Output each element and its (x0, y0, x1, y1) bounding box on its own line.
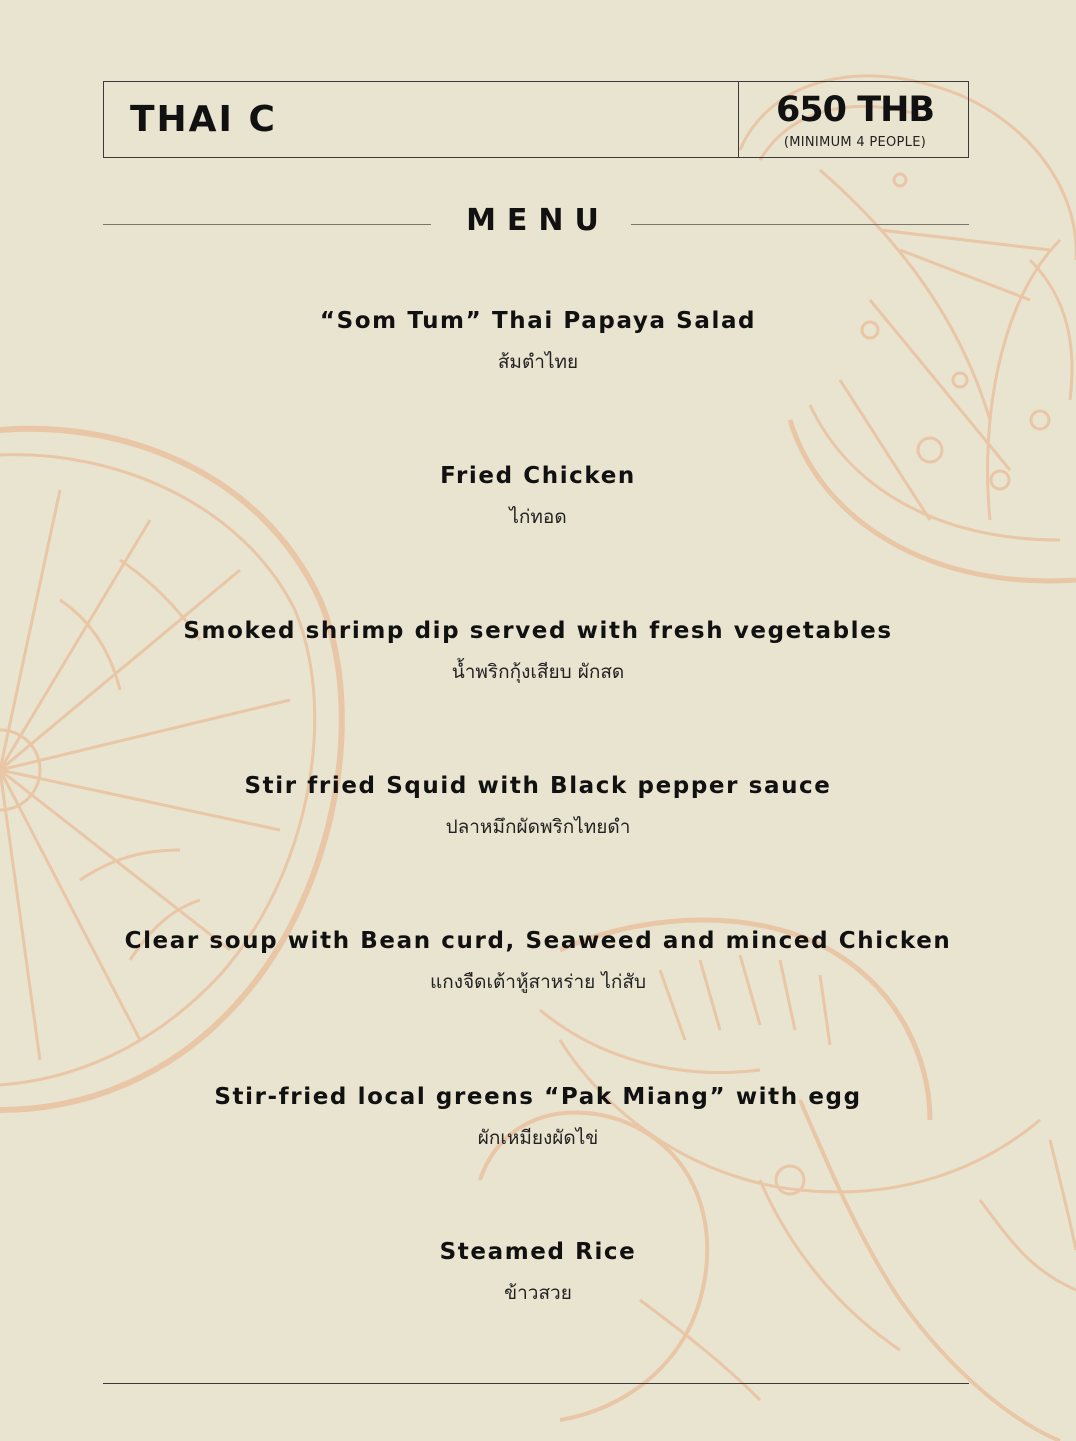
dish-name-th: แกงจืดเต้าหู้สาหร่าย ไก่สับ (429, 971, 647, 993)
dish-name-en: Stir-fried local greens “Pak Miang” with egg (214, 1084, 862, 1110)
menu-title: MENU (466, 203, 610, 238)
menu-rule-right (631, 224, 969, 225)
dish-item (0, 1237, 1076, 1306)
dish-item (0, 1082, 1076, 1151)
header-box (103, 81, 969, 158)
price-note: (MINIMUM 4 PEOPLE) (783, 135, 927, 150)
dish-name-th: ไก่ทอด (509, 506, 567, 528)
dish-name-th: ปลาหมึกผัดพริกไทยดำ (445, 816, 631, 838)
dish-name-en: Steamed Rice (439, 1239, 637, 1265)
dish-name-en: Clear soup with Bean curd, Seaweed and minced Chicken (124, 928, 952, 954)
dish-item (0, 616, 1076, 685)
footer-rule (103, 1383, 969, 1384)
dish-item (0, 771, 1076, 840)
dish-name-en: Stir fried Squid with Black pepper sauce (244, 773, 832, 799)
dish-name-th: ผักเหมียงผัดไข่ (477, 1127, 599, 1149)
set-name: THAI C (130, 99, 277, 140)
dish-name-th: ข้าวสวย (504, 1282, 572, 1304)
header-divider (738, 82, 739, 157)
price: 650 THB (775, 90, 935, 130)
dish-name-en: “Som Tum” Thai Papaya Salad (319, 308, 757, 334)
dish-name-th: น้ำพริกกุ้งเสียบ ผักสด (451, 661, 625, 683)
dish-item (0, 306, 1076, 375)
menu-rule-left (103, 224, 431, 225)
dish-item (0, 461, 1076, 530)
dish-name-th: ส้มตำไทย (497, 351, 579, 373)
dish-name-en: Fried Chicken (440, 463, 636, 489)
dish-name-en: Smoked shrimp dip served with fresh vegetables (183, 618, 893, 644)
dish-item (0, 926, 1076, 995)
